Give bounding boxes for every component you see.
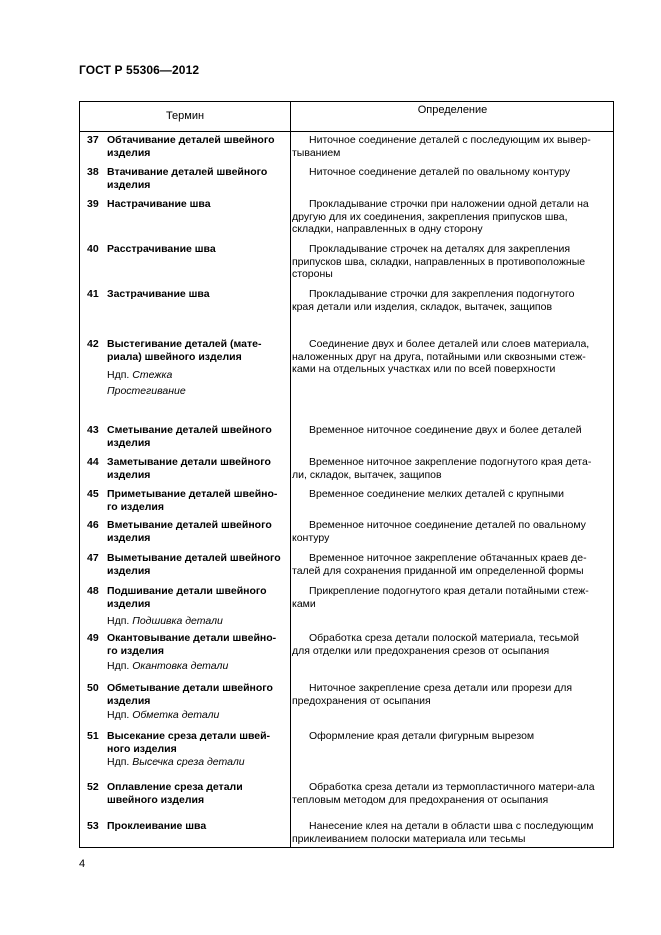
term-name: Окантовывание детали швейно- го изделия (107, 632, 277, 657)
term-number: 44 (87, 456, 99, 468)
note-text: Окантовка детали (132, 660, 229, 672)
term-definition: Нанесение клея на детали в области шва с последующим приклеиванием полоски материала или тесьмы (292, 820, 594, 845)
term-note (107, 707, 292, 723)
note-prefix: Ндп. (107, 369, 133, 381)
term-name: Оплавление среза детали швейного изделия (107, 781, 243, 806)
term-definition: Соединение двух и более деталей или слоев материала, наложенных друг на друга, потайными или сквозными стеж- ками на отдельных участках или по всей поверхности (292, 338, 590, 375)
term-number: 40 (87, 243, 99, 255)
column-divider (290, 101, 291, 848)
term-number: 51 (87, 730, 99, 742)
header-rule (79, 131, 614, 132)
term-definition: Оформление края детали фигурным вырезом (309, 730, 535, 742)
term-definition: Ниточное соединение деталей по овальному контуру (309, 166, 571, 178)
term-number: 52 (87, 781, 99, 793)
term-note (107, 754, 292, 770)
term-name: Подшивание детали швейного изделия (107, 585, 267, 610)
term-note (107, 367, 292, 383)
term-number: 48 (87, 585, 99, 597)
term-name: Настрачивание шва (107, 198, 211, 210)
note-prefix: Ндп. (107, 709, 133, 721)
document-header: ГОСТ Р 55306—2012 (79, 63, 200, 77)
term-number: 49 (87, 632, 99, 644)
term-number: 43 (87, 424, 99, 436)
term-number: 41 (87, 288, 99, 300)
note-prefix: Ндп. (107, 756, 133, 768)
column-header-term: Термин (165, 110, 205, 122)
term-definition: Прикрепление подогнутого края детали потайными стеж- ками (292, 585, 589, 610)
term-number: 45 (87, 488, 99, 500)
term-note (107, 383, 292, 399)
note-text: Обметка детали (132, 709, 220, 721)
term-name: Обтачивание деталей швейного изделия (107, 134, 275, 159)
term-number: 39 (87, 198, 99, 210)
term-name: Втачивание деталей швейного изделия (107, 166, 268, 191)
term-definition: Прокладывание строчек на деталях для закрепления припусков шва, складки, направленных в противоположные стороны (292, 243, 586, 280)
term-definition: Обработка среза детали полоской материала, тесьмой для отделки или предохранения срезов от осыпания (292, 632, 580, 657)
term-note (107, 613, 292, 629)
term-number: 38 (87, 166, 99, 178)
term-name: Приметывание деталей швейно- го изделия (107, 488, 278, 513)
term-number: 46 (87, 519, 99, 531)
term-number: 50 (87, 682, 99, 694)
term-name: Заметывание детали швейного изделия (107, 456, 271, 481)
term-name: Вметывание деталей швейного изделия (107, 519, 272, 544)
term-number: 37 (87, 134, 99, 146)
term-name: Выметывание деталей швейного изделия (107, 552, 281, 577)
term-name: Проклеивание шва (107, 820, 207, 832)
term-note (107, 658, 292, 674)
term-number: 47 (87, 552, 99, 564)
note-text: Высечка среза детали (132, 756, 245, 768)
term-definition: Временное соединение мелких деталей с крупными (309, 488, 565, 500)
term-name: Высекание среза детали швей- ного изделия (107, 730, 271, 755)
note-text: Стежка (132, 369, 173, 381)
term-number: 42 (87, 338, 99, 350)
column-header-definition: Определение (417, 104, 488, 116)
term-definition: Ниточное закрепление среза детали или прорези для предохранения от осыпания (292, 682, 573, 707)
term-definition: Прокладывание строчки при наложении одной детали на другую для их соединения, закрепления припусков шва, складки, направленных в одну сторону (292, 198, 589, 235)
term-definition: Временное ниточное соединение двух и более деталей (309, 424, 582, 436)
term-definition: Обработка среза детали из термопластичного матери-ала тепловым методом для предохранения от осыпания (292, 781, 595, 806)
term-definition: Временное ниточное соединение деталей по овальному контуру (292, 519, 586, 544)
note-prefix: Ндп. (107, 660, 133, 672)
term-name: Выстегивание деталей (мате- риала) швейного изделия (107, 338, 262, 363)
note-text: Простегивание (107, 385, 186, 397)
term-definition: Временное ниточное закрепление подогнутого края дета- ли, складок, вытачек, защипов (292, 456, 592, 481)
term-name: Застрачивание шва (107, 288, 210, 300)
page-number: 4 (79, 858, 86, 870)
note-prefix: Ндп. (107, 615, 133, 627)
term-definition: Временное ниточное закрепление обтачанных краев де- талей для сохранения приданной им определенной формы (292, 552, 587, 577)
term-name: Расстрачивание шва (107, 243, 216, 255)
term-name: Сметывание деталей швейного изделия (107, 424, 272, 449)
term-definition: Ниточное соединение деталей с последующим их вывер- тыванием (292, 134, 591, 159)
term-definition: Прокладывание строчки для закрепления подогнутого края детали или изделия, складок, вытачек, защипов (292, 288, 575, 313)
term-number: 53 (87, 820, 99, 832)
note-text: Подшивка детали (132, 615, 223, 627)
term-name: Обметывание детали швейного изделия (107, 682, 273, 707)
